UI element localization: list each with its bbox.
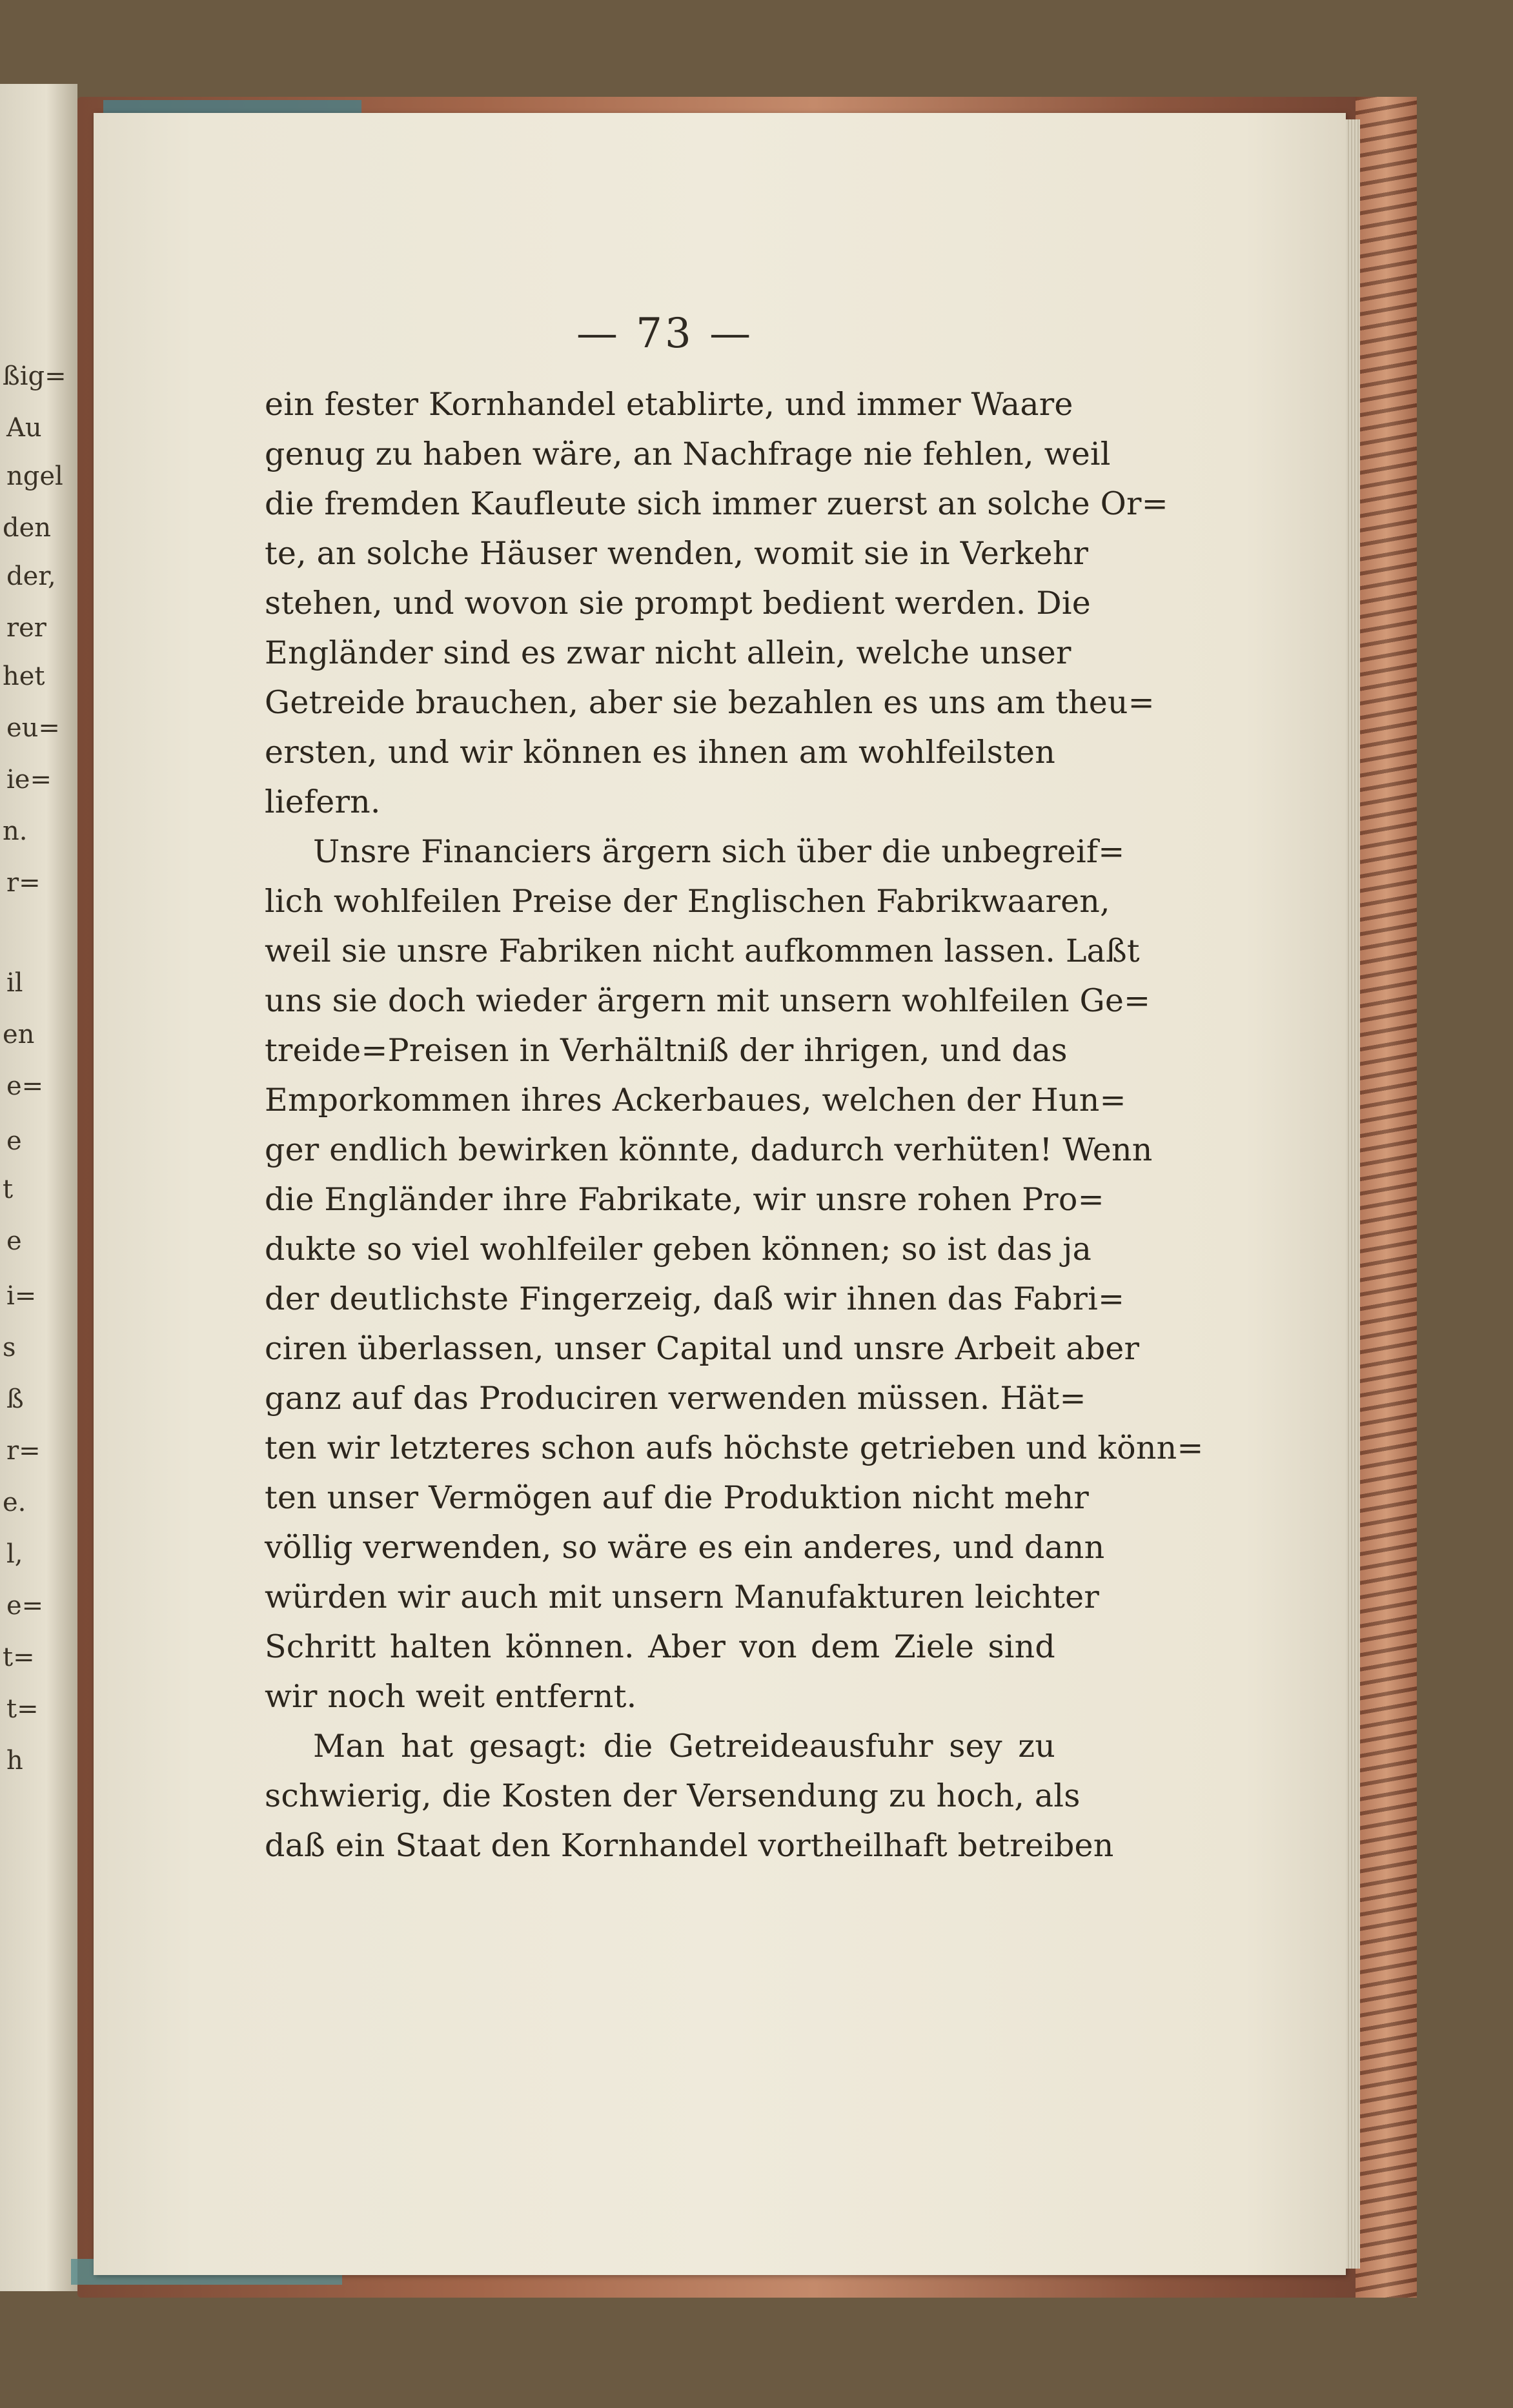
facing-page-fragment: i= bbox=[6, 1281, 37, 1311]
facing-page-fragment: r= bbox=[6, 1436, 41, 1466]
text-line: Engländer sind es zwar nicht allein, welche unser bbox=[265, 634, 1071, 671]
text-line: dukte so viel wohlfeiler geben können; so ist das ja bbox=[265, 1231, 1092, 1268]
text-line: treide=Preisen in Verhältniß der ihrigen, und das bbox=[265, 1032, 1068, 1069]
text-line: Schritt halten können. Aber von dem Ziele sind bbox=[265, 1628, 1055, 1665]
text-line: daß ein Staat den Kornhandel vortheilhaft betreiben bbox=[265, 1827, 1114, 1864]
text-line: Emporkommen ihres Ackerbaues, welchen der Hun= bbox=[265, 1082, 1126, 1118]
facing-page-fragment: en bbox=[3, 1020, 35, 1049]
facing-page-fragment: l, bbox=[6, 1539, 23, 1569]
text-line: ganz auf das Produciren verwenden müssen. Hät= bbox=[265, 1380, 1086, 1417]
facing-page-fragment: rer bbox=[6, 613, 46, 643]
text-line: ersten, und wir können es ihnen am wohlfeilsten bbox=[265, 734, 1055, 771]
facing-page-fragment: e= bbox=[6, 1591, 44, 1621]
text-line: stehen, und wovon sie prompt bedient werden. Die bbox=[265, 585, 1091, 622]
facing-page-fragment: t= bbox=[6, 1694, 39, 1724]
facing-page-fragment: eu= bbox=[6, 713, 60, 743]
text-line: ein fester Kornhandel etablirte, und immer Waare bbox=[265, 386, 1073, 423]
text-line: ten wir letzteres schon aufs höchste getrieben und könn= bbox=[265, 1430, 1204, 1466]
text-line: te, an solche Häuser wenden, womit sie in Verkehr bbox=[265, 535, 1089, 572]
facing-page-fragment: ßig= bbox=[3, 361, 66, 391]
facing-page-fragment: der, bbox=[6, 562, 56, 591]
facing-page-fragment: e. bbox=[3, 1488, 26, 1517]
text-line: die Engländer ihre Fabrikate, wir unsre rohen Pro= bbox=[265, 1181, 1104, 1218]
facing-page-fragment: ngel bbox=[6, 461, 63, 491]
text-line: die fremden Kaufleute sich immer zuerst an solche Or= bbox=[265, 485, 1168, 522]
facing-page-fragment: il bbox=[6, 968, 23, 998]
facing-page-fragment: t bbox=[3, 1175, 14, 1204]
marbled-cover-edge bbox=[1356, 97, 1417, 2298]
text-line: ger endlich bewirken könnte, dadurch verhüten! Wenn bbox=[265, 1131, 1153, 1168]
text-line: lich wohlfeilen Preise der Englischen Fabrikwaaren, bbox=[265, 883, 1110, 920]
facing-page-fragment: ß bbox=[6, 1384, 24, 1414]
facing-page-fragment: t= bbox=[3, 1643, 35, 1672]
text-line: liefern. bbox=[265, 784, 381, 820]
facing-page-fragment: n. bbox=[3, 816, 28, 846]
text-line: ten unser Vermögen auf die Produktion nicht mehr bbox=[265, 1479, 1089, 1516]
text-line: Getreide brauchen, aber sie bezahlen es uns am theu= bbox=[265, 684, 1155, 721]
body-text bbox=[265, 379, 1204, 1870]
facing-page-fragment: Au bbox=[6, 413, 42, 443]
text-line: weil sie unsre Fabriken nicht aufkommen lassen. Laßt bbox=[265, 933, 1140, 969]
text-line: schwierig, die Kosten der Versendung zu hoch, als bbox=[265, 1777, 1081, 1814]
page-edges bbox=[1346, 119, 1360, 2269]
page-number: — 73 — bbox=[576, 310, 754, 358]
text-line: genug zu haben wäre, an Nachfrage nie fehlen, weil bbox=[265, 436, 1111, 472]
facing-page-fragment: ie= bbox=[6, 765, 52, 794]
facing-page-fragment: e= bbox=[6, 1071, 44, 1101]
facing-page-fragment: het bbox=[3, 662, 45, 691]
facing-page-fragment: den bbox=[3, 513, 52, 543]
facing-page-fragment: h bbox=[6, 1746, 23, 1776]
text-line: Unsre Financiers ärgern sich über die unbegreif= bbox=[313, 833, 1125, 870]
facing-page-fragment: s bbox=[3, 1333, 16, 1362]
facing-page-fragment: e bbox=[6, 1226, 22, 1256]
text-line: Man hat gesagt: die Getreideausfuhr sey zu bbox=[313, 1728, 1055, 1765]
text-line: wir noch weit entfernt. bbox=[265, 1678, 637, 1715]
facing-page-fragment: e bbox=[6, 1126, 22, 1156]
text-line: der deutlichste Fingerzeig, daß wir ihnen das Fabri= bbox=[265, 1280, 1125, 1317]
text-line: uns sie doch wieder ärgern mit unsern wohlfeilen Ge= bbox=[265, 982, 1151, 1019]
text-line: völlig verwenden, so wäre es ein anderes, und dann bbox=[265, 1529, 1105, 1566]
facing-page-fragment: r= bbox=[6, 868, 41, 898]
text-line: würden wir auch mit unsern Manufakturen leichter bbox=[265, 1579, 1100, 1615]
text-line: ciren überlassen, unser Capital und unsre Arbeit aber bbox=[265, 1330, 1140, 1367]
